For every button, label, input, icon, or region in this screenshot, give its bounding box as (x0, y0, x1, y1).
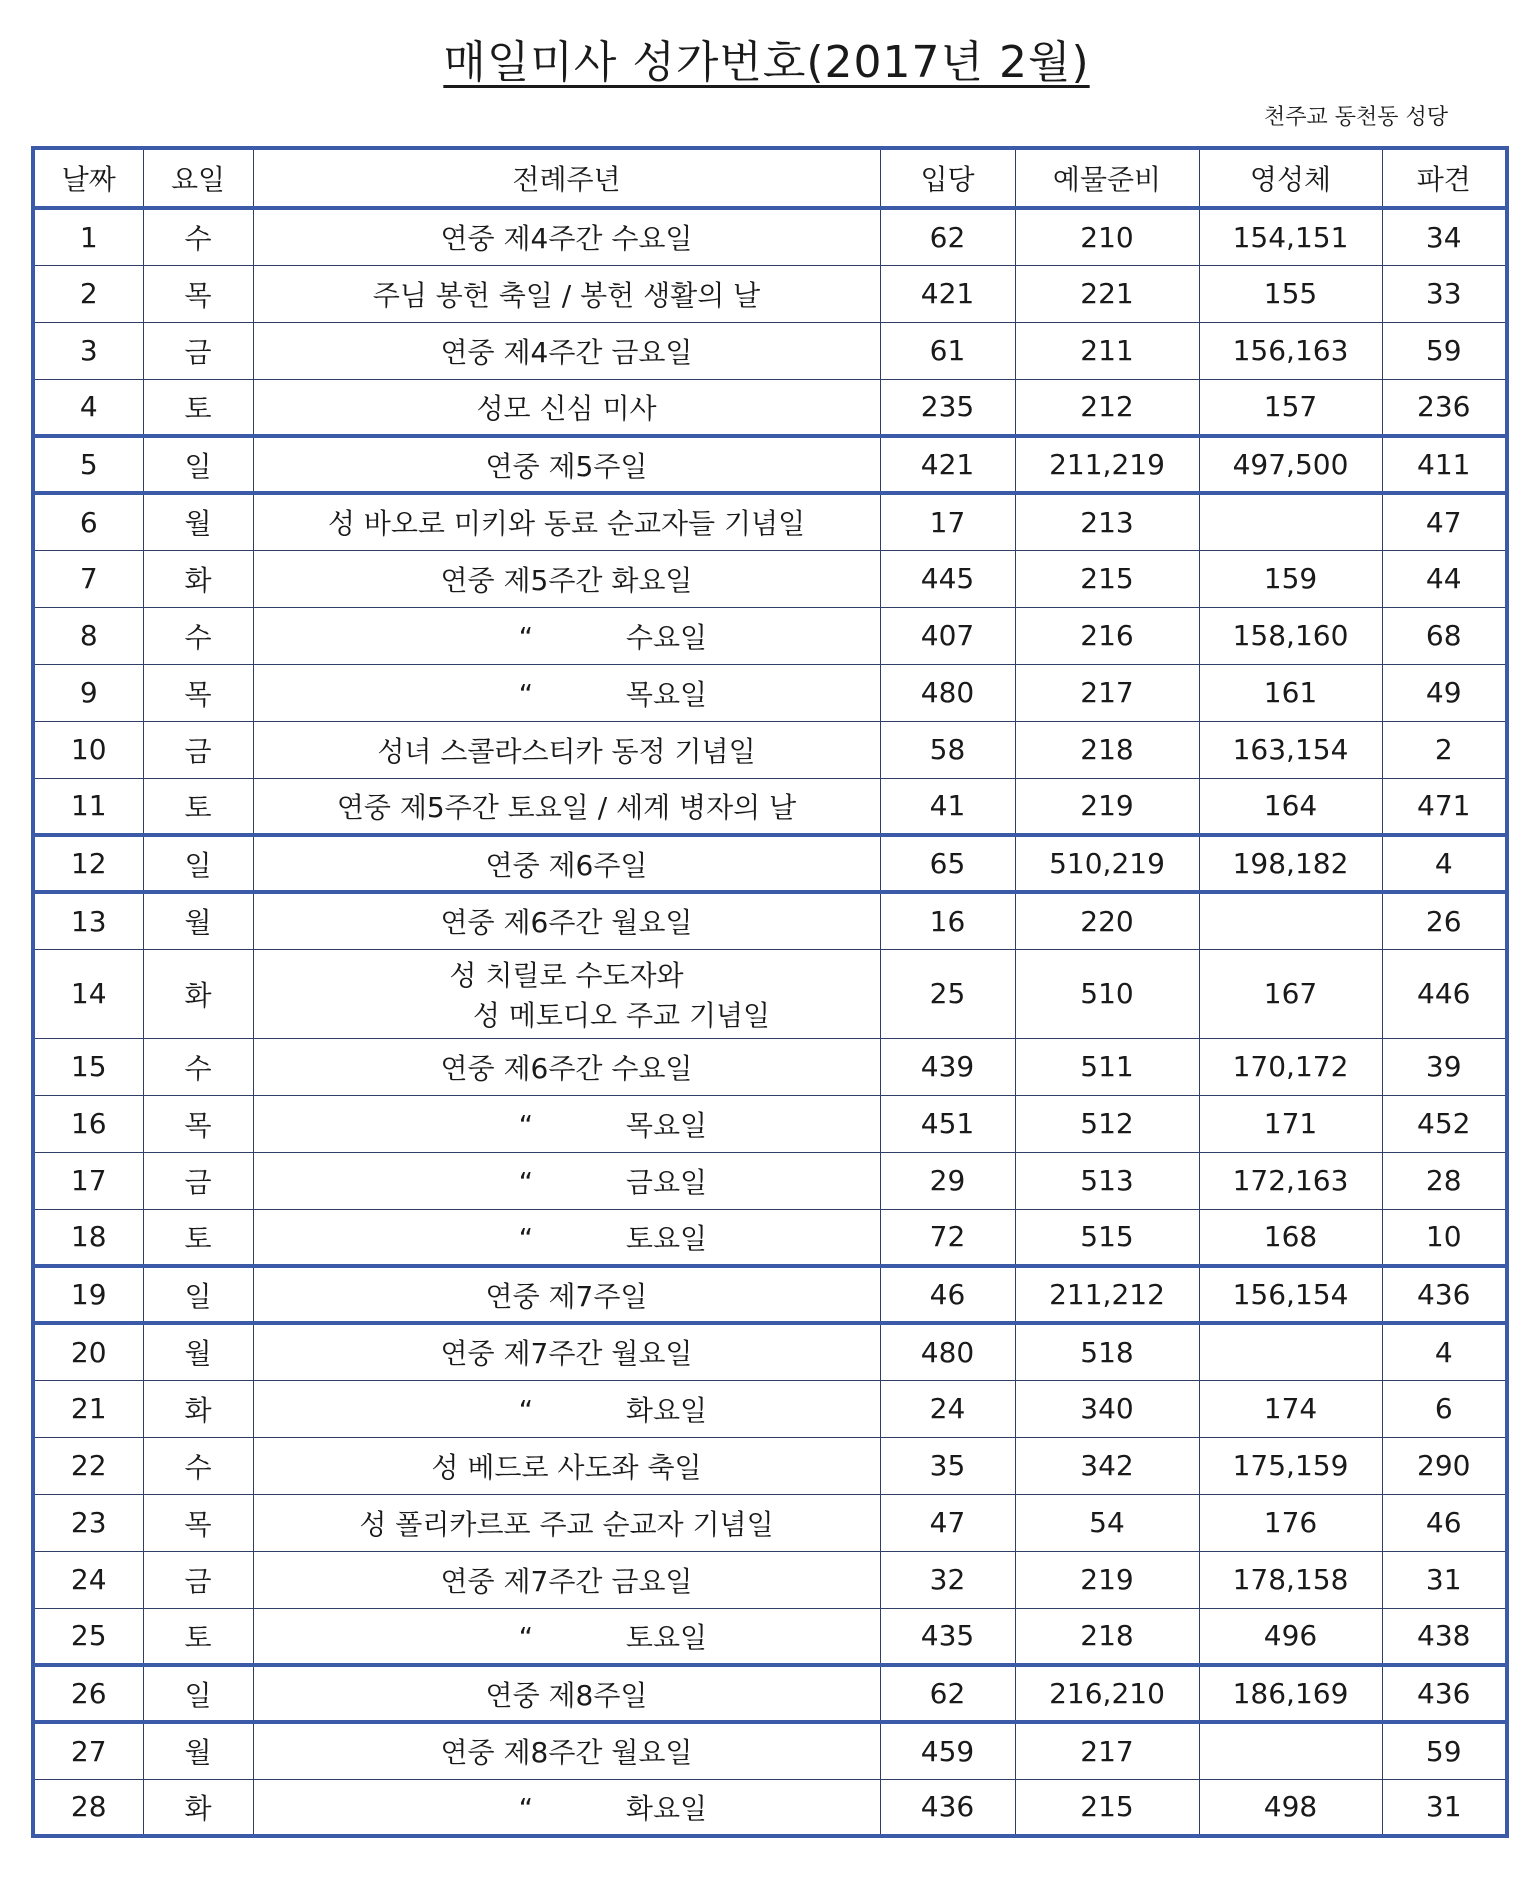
weekday-cell: 토 (143, 1209, 253, 1266)
offertory-hymn-cell: 218 (1015, 721, 1199, 778)
weekday-cell: 월 (143, 493, 253, 550)
column-header-dismissal: 파견 (1382, 148, 1507, 208)
offertory-hymn-cell: 342 (1015, 1437, 1199, 1494)
dismissal-hymn-cell: 236 (1382, 379, 1507, 436)
liturgy-text: 연중 제7주일 (485, 1279, 648, 1313)
offertory-hymn-cell: 518 (1015, 1323, 1199, 1380)
dismissal-hymn-cell: 26 (1382, 892, 1507, 949)
liturgy-cell (253, 1095, 880, 1152)
column-header-date: 날짜 (33, 148, 143, 208)
entrance-hymn-cell: 29 (880, 1152, 1015, 1209)
liturgy-text: 화요일 (625, 1791, 708, 1825)
liturgy-cell (253, 892, 880, 949)
offertory-hymn-cell: 512 (1015, 1095, 1199, 1152)
weekday-cell: 월 (143, 892, 253, 949)
liturgy-cell (253, 778, 880, 835)
liturgy-cell (253, 1608, 880, 1665)
communion-hymn-cell: 154,151 (1199, 208, 1382, 265)
date-cell: 3 (33, 322, 143, 379)
column-header-weekday: 요일 (143, 148, 253, 208)
weekday-cell: 월 (143, 1323, 253, 1380)
dismissal-hymn-cell: 68 (1382, 607, 1507, 664)
entrance-hymn-cell: 436 (880, 1779, 1015, 1836)
weekday-cell: 토 (143, 379, 253, 436)
liturgy-text: 성 베드로 사도좌 축일 (431, 1450, 702, 1484)
entrance-hymn-cell: 421 (880, 265, 1015, 322)
weekday-cell: 화 (143, 1779, 253, 1836)
liturgy-text: 토요일 (625, 1221, 708, 1255)
liturgy-text: 토요일 (625, 1620, 708, 1654)
dismissal-hymn-cell: 59 (1382, 322, 1507, 379)
liturgy-cell (253, 1494, 880, 1551)
entrance-hymn-cell: 46 (880, 1266, 1015, 1323)
column-header-entrance: 입당 (880, 148, 1015, 208)
table-row (33, 1266, 1507, 1323)
entrance-hymn-cell: 445 (880, 550, 1015, 607)
dismissal-hymn-cell: 44 (1382, 550, 1507, 607)
date-cell: 15 (33, 1038, 143, 1095)
table-row (33, 1437, 1507, 1494)
liturgy-cell (253, 1266, 880, 1323)
table-row (33, 1038, 1507, 1095)
communion-hymn-cell (1199, 493, 1382, 550)
date-cell: 27 (33, 1722, 143, 1779)
communion-hymn-cell: 172,163 (1199, 1152, 1382, 1209)
column-header-communion: 영성체 (1199, 148, 1382, 208)
entrance-hymn-cell: 62 (880, 1665, 1015, 1722)
table-row (33, 436, 1507, 493)
liturgy-text: 연중 제5주일 (485, 449, 648, 483)
dismissal-hymn-cell: 10 (1382, 1209, 1507, 1266)
table-row (33, 208, 1507, 265)
liturgy-cell (253, 1209, 880, 1266)
offertory-hymn-cell: 54 (1015, 1494, 1199, 1551)
offertory-hymn-cell: 216 (1015, 607, 1199, 664)
liturgy-cell (253, 322, 880, 379)
liturgy-text: 성 치릴로 수도자와 (449, 958, 684, 992)
offertory-hymn-cell: 219 (1015, 778, 1199, 835)
communion-hymn-cell: 158,160 (1199, 607, 1382, 664)
entrance-hymn-cell: 32 (880, 1551, 1015, 1608)
weekday-cell: 일 (143, 1266, 253, 1323)
liturgy-cell (253, 721, 880, 778)
date-cell: 22 (33, 1437, 143, 1494)
date-cell: 9 (33, 664, 143, 721)
hymn-schedule-table (31, 146, 1509, 1838)
entrance-hymn-cell: 24 (880, 1380, 1015, 1437)
table-row (33, 379, 1507, 436)
offertory-hymn-cell: 510,219 (1015, 835, 1199, 892)
liturgy-text: 성모 신심 미사 (476, 391, 657, 425)
communion-hymn-cell: 498 (1199, 1779, 1382, 1836)
offertory-hymn-cell: 210 (1015, 208, 1199, 265)
entrance-hymn-cell: 435 (880, 1608, 1015, 1665)
ditto-mark: “ (518, 1393, 534, 1427)
table-row (33, 1608, 1507, 1665)
liturgy-cell (253, 1437, 880, 1494)
entrance-hymn-cell: 480 (880, 1323, 1015, 1380)
entrance-hymn-cell: 25 (880, 949, 1015, 1038)
entrance-hymn-cell: 65 (880, 835, 1015, 892)
entrance-hymn-cell: 16 (880, 892, 1015, 949)
communion-hymn-cell: 164 (1199, 778, 1382, 835)
communion-hymn-cell (1199, 1722, 1382, 1779)
offertory-hymn-cell: 215 (1015, 550, 1199, 607)
entrance-hymn-cell: 35 (880, 1437, 1015, 1494)
weekday-cell: 금 (143, 322, 253, 379)
liturgy-cell (253, 379, 880, 436)
weekday-cell: 일 (143, 1665, 253, 1722)
offertory-hymn-cell: 515 (1015, 1209, 1199, 1266)
communion-hymn-cell: 198,182 (1199, 835, 1382, 892)
liturgy-cell (253, 265, 880, 322)
table-row (33, 1095, 1507, 1152)
dismissal-hymn-cell: 31 (1382, 1779, 1507, 1836)
table-row (33, 892, 1507, 949)
dismissal-hymn-cell: 39 (1382, 1038, 1507, 1095)
column-header-liturgy: 전례주년 (253, 148, 880, 208)
table-row (33, 1722, 1507, 1779)
table-row (33, 721, 1507, 778)
liturgy-cell (253, 664, 880, 721)
weekday-cell: 금 (143, 721, 253, 778)
communion-hymn-cell: 155 (1199, 265, 1382, 322)
liturgy-cell (253, 835, 880, 892)
column-header-offertory: 예물준비 (1015, 148, 1199, 208)
offertory-hymn-cell: 513 (1015, 1152, 1199, 1209)
entrance-hymn-cell: 72 (880, 1209, 1015, 1266)
date-cell: 21 (33, 1380, 143, 1437)
liturgy-text: 연중 제7주간 금요일 (440, 1564, 693, 1598)
date-cell: 26 (33, 1665, 143, 1722)
dismissal-hymn-cell: 4 (1382, 835, 1507, 892)
communion-hymn-cell: 157 (1199, 379, 1382, 436)
date-cell: 2 (33, 265, 143, 322)
weekday-cell: 화 (143, 550, 253, 607)
offertory-hymn-cell: 220 (1015, 892, 1199, 949)
table-row (33, 664, 1507, 721)
date-cell: 11 (33, 778, 143, 835)
ditto-mark: “ (518, 1165, 534, 1199)
liturgy-cell (253, 1323, 880, 1380)
liturgy-text: 연중 제4주간 금요일 (440, 335, 693, 369)
date-cell: 6 (33, 493, 143, 550)
dismissal-hymn-cell: 290 (1382, 1437, 1507, 1494)
weekday-cell: 수 (143, 208, 253, 265)
entrance-hymn-cell: 459 (880, 1722, 1015, 1779)
table-row (33, 1380, 1507, 1437)
dismissal-hymn-cell: 49 (1382, 664, 1507, 721)
offertory-hymn-cell: 221 (1015, 265, 1199, 322)
dismissal-hymn-cell: 436 (1382, 1266, 1507, 1323)
dismissal-hymn-cell: 47 (1382, 493, 1507, 550)
communion-hymn-cell (1199, 892, 1382, 949)
liturgy-text: 주님 봉헌 축일 / 봉헌 생활의 날 (372, 278, 761, 312)
offertory-hymn-cell: 218 (1015, 1608, 1199, 1665)
entrance-hymn-cell: 62 (880, 208, 1015, 265)
liturgy-cell (253, 1779, 880, 1836)
offertory-hymn-cell: 217 (1015, 1722, 1199, 1779)
liturgy-text: 목요일 (625, 1108, 708, 1142)
communion-hymn-cell: 167 (1199, 949, 1382, 1038)
table-row (33, 322, 1507, 379)
offertory-hymn-cell: 216,210 (1015, 1665, 1199, 1722)
ditto-mark: “ (518, 620, 534, 654)
liturgy-cell (253, 1551, 880, 1608)
date-cell: 1 (33, 208, 143, 265)
weekday-cell: 화 (143, 949, 253, 1038)
entrance-hymn-cell: 58 (880, 721, 1015, 778)
communion-hymn-cell: 186,169 (1199, 1665, 1382, 1722)
weekday-cell: 목 (143, 664, 253, 721)
communion-hymn-cell: 170,172 (1199, 1038, 1382, 1095)
entrance-hymn-cell: 41 (880, 778, 1015, 835)
entrance-hymn-cell: 439 (880, 1038, 1015, 1095)
weekday-cell: 금 (143, 1551, 253, 1608)
date-cell: 19 (33, 1266, 143, 1323)
communion-hymn-cell: 175,159 (1199, 1437, 1382, 1494)
communion-hymn-cell: 163,154 (1199, 721, 1382, 778)
ditto-mark: “ (518, 1620, 534, 1654)
table-row (33, 1152, 1507, 1209)
weekday-cell: 토 (143, 1608, 253, 1665)
liturgy-cell (253, 1665, 880, 1722)
table-row (33, 550, 1507, 607)
date-cell: 23 (33, 1494, 143, 1551)
table-row (33, 835, 1507, 892)
offertory-hymn-cell: 215 (1015, 1779, 1199, 1836)
ditto-mark: “ (518, 1221, 534, 1255)
communion-hymn-cell (1199, 1323, 1382, 1380)
date-cell: 4 (33, 379, 143, 436)
communion-hymn-cell: 156,163 (1199, 322, 1382, 379)
offertory-hymn-cell: 510 (1015, 949, 1199, 1038)
liturgy-text: 연중 제8주간 월요일 (440, 1736, 693, 1770)
weekday-cell: 토 (143, 778, 253, 835)
liturgy-text: 성 바오로 미키와 동료 순교자들 기념일 (327, 507, 806, 541)
ditto-mark: “ (518, 677, 534, 711)
weekday-cell: 일 (143, 436, 253, 493)
communion-hymn-cell: 159 (1199, 550, 1382, 607)
entrance-hymn-cell: 480 (880, 664, 1015, 721)
offertory-hymn-cell: 211 (1015, 322, 1199, 379)
table-row (33, 493, 1507, 550)
date-cell: 14 (33, 949, 143, 1038)
liturgy-cell (253, 208, 880, 265)
dismissal-hymn-cell: 31 (1382, 1551, 1507, 1608)
liturgy-cell (253, 1038, 880, 1095)
liturgy-cell (253, 949, 880, 1038)
liturgy-text: 수요일 (625, 620, 708, 654)
offertory-hymn-cell: 211,212 (1015, 1266, 1199, 1323)
liturgy-cell (253, 607, 880, 664)
dismissal-hymn-cell: 452 (1382, 1095, 1507, 1152)
dismissal-hymn-cell: 446 (1382, 949, 1507, 1038)
weekday-cell: 목 (143, 1494, 253, 1551)
liturgy-text: 연중 제7주간 월요일 (440, 1337, 693, 1371)
dismissal-hymn-cell: 436 (1382, 1665, 1507, 1722)
weekday-cell: 금 (143, 1152, 253, 1209)
liturgy-text: 목요일 (625, 677, 708, 711)
table-row (33, 607, 1507, 664)
entrance-hymn-cell: 17 (880, 493, 1015, 550)
table-header-row (33, 148, 1507, 208)
dismissal-hymn-cell: 34 (1382, 208, 1507, 265)
dismissal-hymn-cell: 6 (1382, 1380, 1507, 1437)
dismissal-hymn-cell: 2 (1382, 721, 1507, 778)
table-row (33, 778, 1507, 835)
table-row (33, 1665, 1507, 1722)
entrance-hymn-cell: 407 (880, 607, 1015, 664)
liturgy-text: 연중 제6주간 수요일 (440, 1051, 693, 1085)
date-cell: 5 (33, 436, 143, 493)
date-cell: 28 (33, 1779, 143, 1836)
communion-hymn-cell: 497,500 (1199, 436, 1382, 493)
date-cell: 12 (33, 835, 143, 892)
table-row (33, 1551, 1507, 1608)
entrance-hymn-cell: 47 (880, 1494, 1015, 1551)
date-cell: 8 (33, 607, 143, 664)
page-title-wrap (0, 26, 1533, 90)
offertory-hymn-cell: 217 (1015, 664, 1199, 721)
offertory-hymn-cell: 511 (1015, 1038, 1199, 1095)
offertory-hymn-cell: 219 (1015, 1551, 1199, 1608)
communion-hymn-cell: 161 (1199, 664, 1382, 721)
entrance-hymn-cell: 235 (880, 379, 1015, 436)
ditto-mark: “ (518, 1791, 534, 1825)
communion-hymn-cell: 156,154 (1199, 1266, 1382, 1323)
offertory-hymn-cell: 213 (1015, 493, 1199, 550)
offertory-hymn-cell: 211,219 (1015, 436, 1199, 493)
liturgy-text: 성녀 스콜라스티카 동정 기념일 (377, 734, 756, 768)
entrance-hymn-cell: 61 (880, 322, 1015, 379)
liturgy-text: 화요일 (625, 1393, 708, 1427)
weekday-cell: 일 (143, 835, 253, 892)
liturgy-text-line2: 성 메토디오 주교 기념일 (472, 998, 771, 1032)
dismissal-hymn-cell: 471 (1382, 778, 1507, 835)
communion-hymn-cell: 168 (1199, 1209, 1382, 1266)
liturgy-text: 연중 제6주간 월요일 (440, 906, 693, 940)
liturgy-text: 연중 제5주간 화요일 (440, 563, 693, 597)
table-row (33, 1494, 1507, 1551)
weekday-cell: 목 (143, 1095, 253, 1152)
dismissal-hymn-cell: 33 (1382, 265, 1507, 322)
liturgy-text: 성 폴리카르포 주교 순교자 기념일 (359, 1507, 774, 1541)
liturgy-text: 연중 제6주일 (485, 848, 648, 882)
communion-hymn-cell: 171 (1199, 1095, 1382, 1152)
entrance-hymn-cell: 451 (880, 1095, 1015, 1152)
liturgy-cell (253, 1152, 880, 1209)
date-cell: 7 (33, 550, 143, 607)
communion-hymn-cell: 174 (1199, 1380, 1382, 1437)
liturgy-text: 연중 제8주일 (485, 1678, 648, 1712)
date-cell: 20 (33, 1323, 143, 1380)
ditto-mark: “ (518, 1108, 534, 1142)
liturgy-text: 연중 제4주간 수요일 (440, 222, 693, 256)
entrance-hymn-cell: 421 (880, 436, 1015, 493)
liturgy-cell (253, 436, 880, 493)
table-row (33, 1779, 1507, 1836)
liturgy-cell (253, 493, 880, 550)
offertory-hymn-cell: 212 (1015, 379, 1199, 436)
dismissal-hymn-cell: 4 (1382, 1323, 1507, 1380)
date-cell: 24 (33, 1551, 143, 1608)
dismissal-hymn-cell: 59 (1382, 1722, 1507, 1779)
organization-label: 천주교 동천동 성당 (1263, 105, 1448, 130)
liturgy-cell (253, 550, 880, 607)
communion-hymn-cell: 496 (1199, 1608, 1382, 1665)
table-row (33, 1323, 1507, 1380)
weekday-cell: 수 (143, 1038, 253, 1095)
weekday-cell: 화 (143, 1380, 253, 1437)
date-cell: 18 (33, 1209, 143, 1266)
dismissal-hymn-cell: 438 (1382, 1608, 1507, 1665)
date-cell: 13 (33, 892, 143, 949)
dismissal-hymn-cell: 28 (1382, 1152, 1507, 1209)
table-row (33, 265, 1507, 322)
weekday-cell: 월 (143, 1722, 253, 1779)
date-cell: 17 (33, 1152, 143, 1209)
date-cell: 25 (33, 1608, 143, 1665)
weekday-cell: 수 (143, 1437, 253, 1494)
page-title: 매일미사 성가번호(2017년 2월) (443, 37, 1090, 88)
weekday-cell: 수 (143, 607, 253, 664)
table-row (33, 1209, 1507, 1266)
weekday-cell: 목 (143, 265, 253, 322)
communion-hymn-cell: 178,158 (1199, 1551, 1382, 1608)
dismissal-hymn-cell: 46 (1382, 1494, 1507, 1551)
liturgy-cell (253, 1380, 880, 1437)
liturgy-cell (253, 1722, 880, 1779)
dismissal-hymn-cell: 411 (1382, 436, 1507, 493)
liturgy-text: 연중 제5주간 토요일 / 세계 병자의 날 (336, 790, 797, 824)
liturgy-text: 금요일 (625, 1165, 708, 1199)
table-body (33, 208, 1507, 1836)
table-row (33, 949, 1507, 1038)
date-cell: 16 (33, 1095, 143, 1152)
offertory-hymn-cell: 340 (1015, 1380, 1199, 1437)
date-cell: 10 (33, 721, 143, 778)
communion-hymn-cell: 176 (1199, 1494, 1382, 1551)
